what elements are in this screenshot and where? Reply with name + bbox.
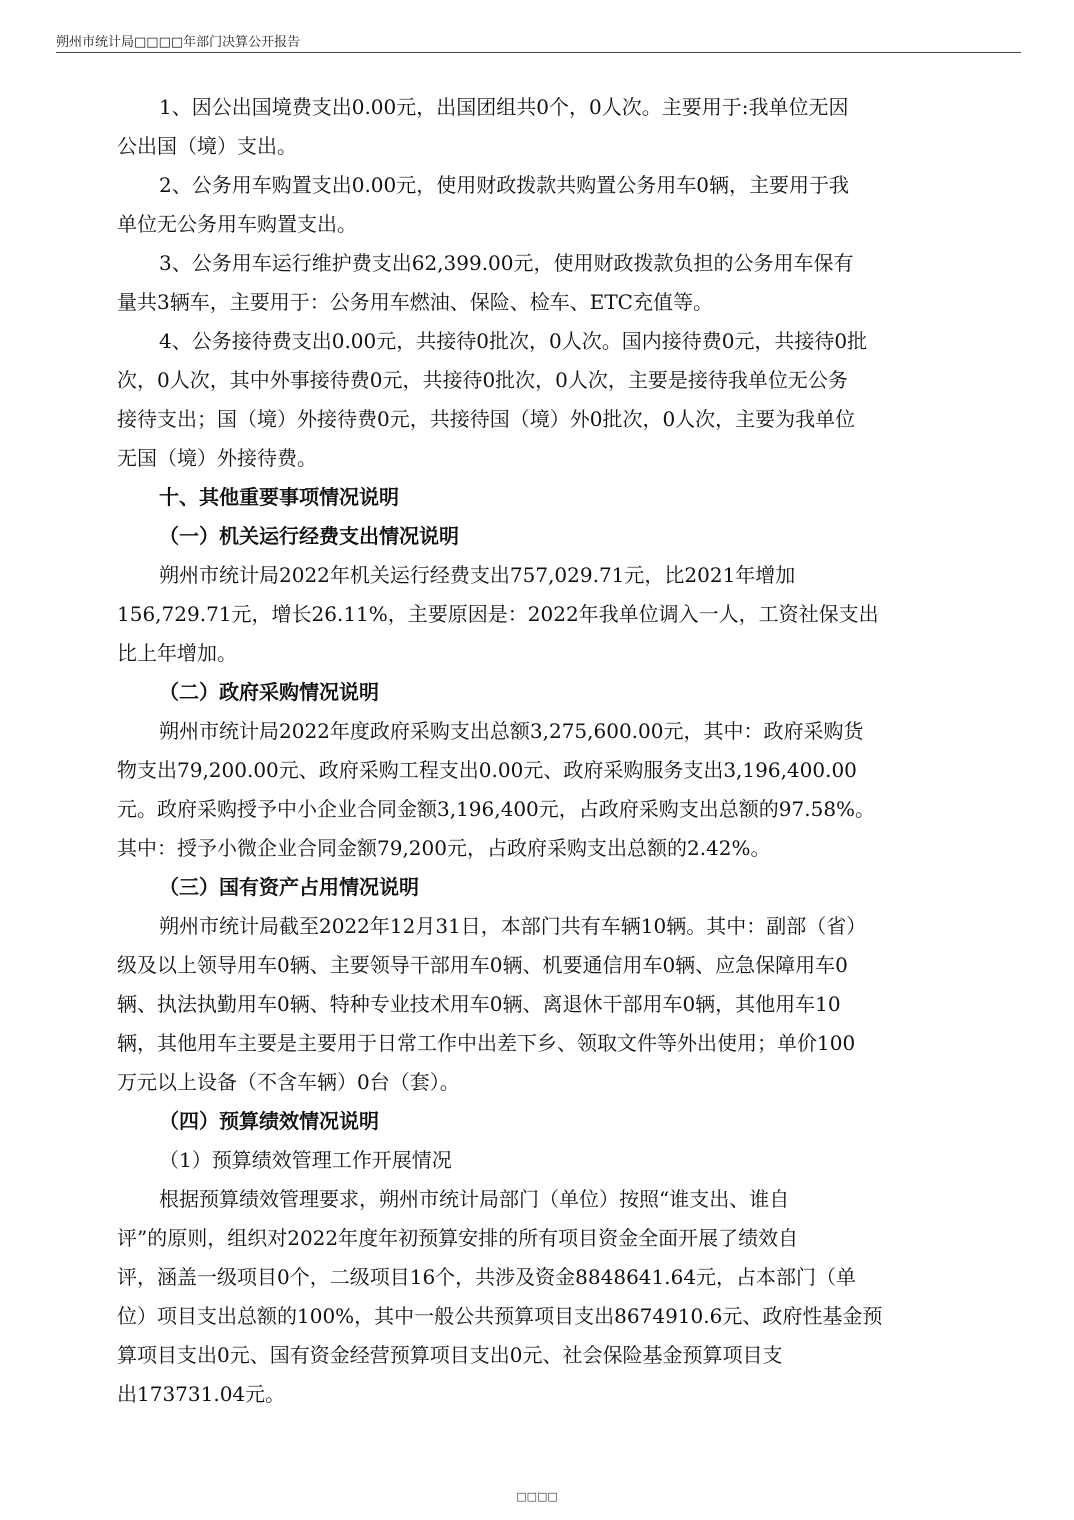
body-text-line: 2、公务用车购置支出0.00元，使用财政拨款共购置公务用车0辆，主要用于我 xyxy=(159,173,849,197)
body-text-line: 万元以上设备（不含车辆）0台（套）。 xyxy=(117,1070,460,1094)
body-text-line: （1）预算绩效管理工作开展情况 xyxy=(159,1148,452,1172)
body-text-line: 物支出79,200.00元、政府采购工程支出0.00元、政府采购服务支出3,196,400.00 xyxy=(117,758,857,782)
body-text-line: 接待支出；国（境）外接待费0元，共接待国（境）外0批次，0人次，主要为我单位 xyxy=(117,407,856,431)
body-text-line: 1、因公出国境费支出0.00元，出国团组共0个，0人次。主要用于:我单位无因 xyxy=(159,95,849,119)
body-text-line: 根据预算绩效管理要求，朔州市统计局部门（单位）按照“谁支出、谁自 xyxy=(159,1187,790,1211)
body-text-line: 元。政府采购授予中小企业合同金额3,196,400元，占政府采购支出总额的97.58%。 xyxy=(117,797,876,821)
body-text-line: 辆，其他用车主要是主要用于日常工作中出差下乡、领取文件等外出使用；单价100 xyxy=(117,1031,856,1055)
body-text-line: 4、公务接待费支出0.00元，共接待0批次，0人次。国内接待费0元，共接待0批 xyxy=(159,329,868,353)
body-text-line: 量共3辆车，主要用于：公务用车燃油、保险、检车、ETC充值等。 xyxy=(117,290,713,314)
body-text-line: 评，涵盖一级项目0个，二级项目16个，共涉及资金8848641.64元，占本部门（单 xyxy=(117,1265,857,1289)
body-text-line: 单位无公务用车购置支出。 xyxy=(117,212,357,236)
body-text-line: 算项目支出0元、国有资金经营预算项目支出0元、社会保险基金预算项目支 xyxy=(117,1343,783,1367)
body-text-line: 评”的原则，组织对2022年度年初预算安排的所有项目资金全面开展了绩效自 xyxy=(117,1226,799,1250)
section-heading: （一）机关运行经费支出情况说明 xyxy=(159,524,459,548)
body-text-line: 辆、执法执勤用车0辆、特种专业技术用车0辆、离退休干部用车0辆，其他用车10 xyxy=(117,992,841,1016)
body-text-line: 公出国（境）支出。 xyxy=(117,134,297,158)
body-text-line: 朔州市统计局2022年机关运行经费支出757,029.71元，比2021年增加 xyxy=(159,563,796,587)
body-text-line: 朔州市统计局2022年度政府采购支出总额3,275,600.00元，其中：政府采购货 xyxy=(159,719,864,743)
body-text-line: 3、公务用车运行维护费支出62,399.00元，使用财政拨款负担的公务用车保有 xyxy=(159,251,854,275)
body-text-line: 级及以上领导用车0辆、主要领导干部用车0辆、机要通信用车0辆、应急保障用车0 xyxy=(117,953,848,977)
section-heading: （四）预算绩效情况说明 xyxy=(159,1109,379,1133)
page-number: □□□□ xyxy=(516,1490,558,1503)
section-heading: （二）政府采购情况说明 xyxy=(159,680,379,704)
body-text-line: 无国（境）外接待费。 xyxy=(117,446,317,470)
body-text-line: 比上年增加。 xyxy=(117,641,237,665)
body-text-line: 156,729.71元，增长26.11%，主要原因是：2022年我单位调入一人，工资社保支出 xyxy=(117,602,879,626)
body-text-line: 出173731.04元。 xyxy=(117,1382,286,1406)
document-body xyxy=(117,88,957,1414)
page-header-title: 朔州市统计局□□□□年部门决算公开报告 xyxy=(56,35,301,50)
body-text-line: 朔州市统计局截至2022年12月31日，本部门共有车辆10辆。其中：副部（省） xyxy=(159,914,867,938)
body-text-line: 次，0人次，其中外事接待费0元，共接待0批次，0人次，主要是接待我单位无公务 xyxy=(117,368,848,392)
body-text-line: 位）项目支出总额的100%，其中一般公共预算项目支出8674910.6元、政府性基金预 xyxy=(117,1304,883,1328)
section-heading: （三）国有资产占用情况说明 xyxy=(159,875,419,899)
header-divider xyxy=(56,52,1021,53)
section-heading: 十、其他重要事项情况说明 xyxy=(159,485,399,509)
body-text-line: 其中：授予小微企业合同金额79,200元，占政府采购支出总额的2.42%。 xyxy=(117,836,771,860)
